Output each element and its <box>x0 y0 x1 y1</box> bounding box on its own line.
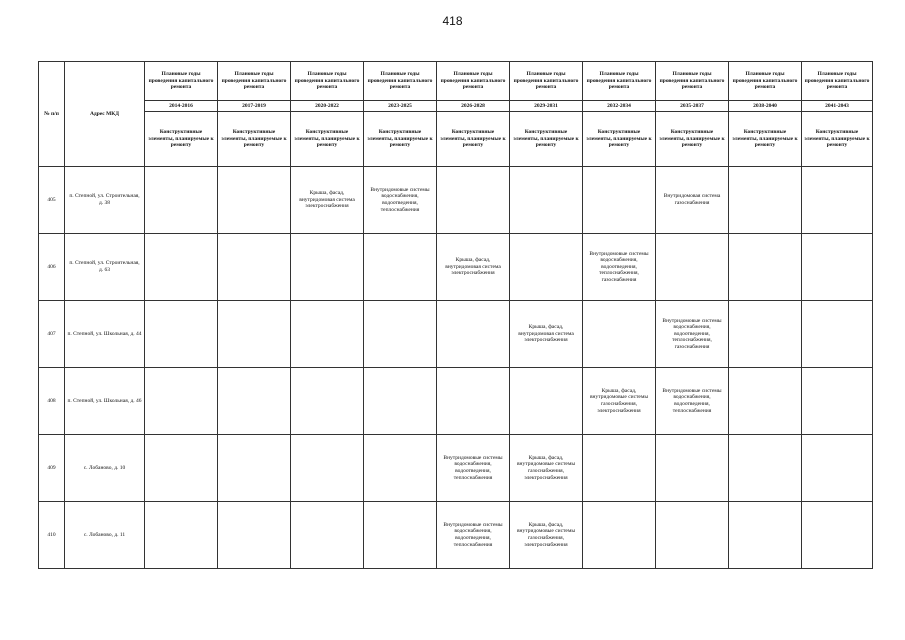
row-cell <box>802 301 873 368</box>
row-cell <box>218 435 291 502</box>
row-cell <box>145 167 218 234</box>
row-cell <box>364 234 437 301</box>
row-cell <box>583 167 656 234</box>
row-cell <box>218 167 291 234</box>
header-period: 2017-2019 <box>218 101 291 112</box>
header-period: 2041-2043 <box>802 101 873 112</box>
row-cell <box>145 301 218 368</box>
header-plan-title: Плановые годы проведения капитального ремонта <box>802 62 873 101</box>
header-period: 2032-2034 <box>583 101 656 112</box>
row-cell <box>729 167 802 234</box>
row-number: 409 <box>39 435 65 502</box>
header-plan-title: Плановые годы проведения капитального ремонта <box>729 62 802 101</box>
header-elements: Конструктивные элементы, планируемые к ремонту <box>218 112 291 167</box>
row-cell <box>729 301 802 368</box>
row-cell: Внутридомовая система газоснабжения <box>656 167 729 234</box>
header-plan-title: Плановые годы проведения капитального ремонта <box>291 62 364 101</box>
row-cell <box>656 234 729 301</box>
row-address: п. Степной, ул. Строительная, д. 38 <box>65 167 145 234</box>
row-cell: Крыша, фасад, внутридомовая система электроснабжения <box>437 234 510 301</box>
row-cell <box>510 368 583 435</box>
header-period: 2035-2037 <box>656 101 729 112</box>
row-address: п. Степной, ул. Школьная, д. 46 <box>65 368 145 435</box>
row-cell: Крыша, фасад, внутридомовая система электроснабжения <box>510 301 583 368</box>
row-cell <box>291 435 364 502</box>
table-row <box>39 502 873 569</box>
header-elements: Конструктивные элементы, планируемые к ремонту <box>656 112 729 167</box>
row-cell <box>437 368 510 435</box>
row-cell <box>364 368 437 435</box>
row-cell <box>729 234 802 301</box>
header-elements: Конструктивные элементы, планируемые к ремонту <box>291 112 364 167</box>
header-elements: Конструктивные элементы, планируемые к ремонту <box>437 112 510 167</box>
header-elements: Конструктивные элементы, планируемые к ремонту <box>145 112 218 167</box>
header-plan-title: Плановые годы проведения капитального ремонта <box>583 62 656 101</box>
row-cell <box>218 301 291 368</box>
row-number: 405 <box>39 167 65 234</box>
row-cell <box>802 167 873 234</box>
header-period: 2014-2016 <box>145 101 218 112</box>
row-cell <box>656 502 729 569</box>
row-cell <box>364 502 437 569</box>
header-elements: Конструктивные элементы, планируемые к ремонту <box>510 112 583 167</box>
header-elements: Конструктивные элементы, планируемые к ремонту <box>583 112 656 167</box>
row-cell: Крыша, фасад, внутридомовые системы газоснабжения, электроснабжения <box>583 368 656 435</box>
row-number: 410 <box>39 502 65 569</box>
row-cell <box>802 435 873 502</box>
header-plan-title: Плановые годы проведения капитального ремонта <box>145 62 218 101</box>
header-period: 2023-2025 <box>364 101 437 112</box>
header-plan-title: Плановые годы проведения капитального ремонта <box>364 62 437 101</box>
row-cell <box>729 435 802 502</box>
row-cell <box>145 368 218 435</box>
header-elements: Конструктивные элементы, планируемые к ремонту <box>802 112 873 167</box>
row-cell: Внутридомовые системы водоснабжения, водоотведения, теплоснабжения, газоснабжения <box>656 301 729 368</box>
row-cell <box>145 435 218 502</box>
header-elements: Конструктивные элементы, планируемые к ремонту <box>364 112 437 167</box>
table-row <box>39 368 873 435</box>
row-cell: Крыша, фасад, внутридомовая система электроснабжения <box>291 167 364 234</box>
row-cell: Внутридомовые системы водоснабжения, водоотведения, теплоснабжения, газоснабжения <box>583 234 656 301</box>
header-plan-title: Плановые годы проведения капитального ремонта <box>656 62 729 101</box>
row-cell: Крыша, фасад, внутридомовые системы газоснабжения, электроснабжения <box>510 435 583 502</box>
row-number: 406 <box>39 234 65 301</box>
header-plan-title: Плановые годы проведения капитального ремонта <box>510 62 583 101</box>
row-cell: Внутридомовые системы водоснабжения, водоотведения, теплоснабжения <box>364 167 437 234</box>
row-number: 407 <box>39 301 65 368</box>
row-cell: Крыша, фасад, внутридомовые системы газоснабжения, электроснабжения <box>510 502 583 569</box>
row-address: с. Лобаново, д. 10 <box>65 435 145 502</box>
header-plan-title: Плановые годы проведения капитального ремонта <box>437 62 510 101</box>
page-number: 418 <box>442 14 463 28</box>
table-row <box>39 301 873 368</box>
row-cell <box>218 502 291 569</box>
row-cell <box>145 502 218 569</box>
row-cell <box>729 368 802 435</box>
capital-repair-plan-table <box>38 61 873 569</box>
table-row <box>39 167 873 234</box>
row-cell <box>583 502 656 569</box>
row-cell <box>364 301 437 368</box>
row-cell <box>291 234 364 301</box>
row-cell: Внутридомовые системы водоснабжения, водоотведения, теплоснабжения <box>437 502 510 569</box>
row-cell <box>291 301 364 368</box>
header-elements: Конструктивные элементы, планируемые к ремонту <box>729 112 802 167</box>
row-cell: Внутридомовые системы водоснабжения, водоотведения, теплоснабжения <box>437 435 510 502</box>
header-plan-title: Плановые годы проведения капитального ремонта <box>218 62 291 101</box>
row-cell <box>291 502 364 569</box>
row-cell <box>802 234 873 301</box>
header-period: 2020-2022 <box>291 101 364 112</box>
header-address: Адрес МКД <box>65 62 145 167</box>
row-cell <box>437 301 510 368</box>
row-address: п. Степной, ул. Строительная, д. 63 <box>65 234 145 301</box>
row-cell <box>583 301 656 368</box>
table-row <box>39 435 873 502</box>
header-period: 2026-2028 <box>437 101 510 112</box>
row-cell <box>802 368 873 435</box>
header-period: 2029-2031 <box>510 101 583 112</box>
row-address: с. Лобаново, д. 11 <box>65 502 145 569</box>
header-period: 2038-2040 <box>729 101 802 112</box>
row-cell <box>729 502 802 569</box>
row-cell: Внутридомовые системы водоснабжения, водоотведения, теплоснабжения <box>656 368 729 435</box>
row-cell <box>583 435 656 502</box>
table-row <box>39 234 873 301</box>
row-cell <box>656 435 729 502</box>
row-cell <box>802 502 873 569</box>
row-cell <box>218 234 291 301</box>
row-cell <box>510 167 583 234</box>
row-cell <box>145 234 218 301</box>
row-cell <box>291 368 364 435</box>
row-number: 408 <box>39 368 65 435</box>
row-cell <box>510 234 583 301</box>
row-address: п. Степной, ул. Школьная, д. 44 <box>65 301 145 368</box>
header-num: № п/п <box>39 62 65 167</box>
row-cell <box>218 368 291 435</box>
row-cell <box>364 435 437 502</box>
row-cell <box>437 167 510 234</box>
